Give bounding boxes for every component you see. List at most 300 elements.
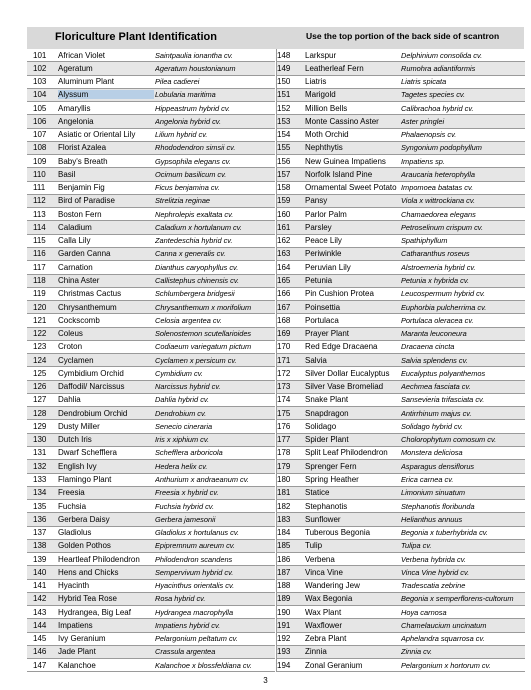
scientific-name: Zantedeschia hybrid cv. xyxy=(155,236,233,246)
item-number: 114 xyxy=(33,222,46,232)
common-name: Asiatic or Oriental Lily xyxy=(58,130,136,140)
common-name: Aluminum Plant xyxy=(58,77,115,87)
scientific-name: Rumohra adiantiformis xyxy=(401,63,476,73)
table-row xyxy=(27,49,275,62)
scientific-name: Canna x generalis cv. xyxy=(155,249,226,259)
item-number: 113 xyxy=(33,209,46,219)
common-name: Waxflower xyxy=(305,620,343,630)
scientific-name: Rosa hybrid cv. xyxy=(155,594,206,604)
item-number: 143 xyxy=(33,607,47,617)
table-row xyxy=(27,328,275,341)
table-row xyxy=(276,606,525,619)
table-row xyxy=(27,261,275,274)
common-name: African Violet xyxy=(58,50,105,60)
table-row xyxy=(276,381,525,394)
item-number: 135 xyxy=(33,501,47,511)
common-name: Carnation xyxy=(58,262,93,272)
common-name: Fuchsia xyxy=(58,501,87,511)
common-name: Zebra Plant xyxy=(305,634,347,644)
table-row xyxy=(276,447,525,460)
scientific-name: Araucaria heterophylla xyxy=(401,169,475,179)
table-row xyxy=(276,540,525,553)
item-number: 181 xyxy=(277,488,291,498)
item-number: 190 xyxy=(277,607,291,617)
common-name: Snapdragon xyxy=(305,408,349,418)
item-number: 101 xyxy=(33,50,47,60)
common-name: Wax Begonia xyxy=(305,594,353,604)
table-row xyxy=(276,142,525,155)
common-name: Pin Cushion Protea xyxy=(305,289,374,299)
scientific-name: Celosia argentea cv. xyxy=(155,315,222,325)
item-number: 124 xyxy=(33,355,47,365)
scientific-name: Rhododendron simsii cv. xyxy=(155,143,236,153)
table-row xyxy=(27,394,275,407)
common-name: Split Leaf Philodendron xyxy=(305,448,388,458)
common-name: Angelonia xyxy=(58,116,94,126)
common-name: Prayer Plant xyxy=(305,329,350,339)
common-name: Zinnia xyxy=(305,647,327,657)
item-number: 163 xyxy=(277,249,291,259)
scientific-name: Viola x wittrockiana cv. xyxy=(401,196,476,206)
item-number: 178 xyxy=(277,448,291,458)
item-number: 123 xyxy=(33,342,47,352)
table-row xyxy=(276,328,525,341)
table-row xyxy=(27,62,275,75)
item-number: 158 xyxy=(277,183,291,193)
table-row xyxy=(276,646,525,659)
common-name: Flamingo Plant xyxy=(58,475,112,484)
table-row xyxy=(27,474,275,487)
item-number: 136 xyxy=(33,514,47,524)
table-row xyxy=(27,434,275,447)
item-number: 151 xyxy=(277,90,291,100)
scientific-name: Euphorbia pulcherrima cv. xyxy=(401,302,487,312)
table-row xyxy=(276,314,525,327)
item-number: 132 xyxy=(33,461,47,471)
common-name: Monte Cassino Aster xyxy=(305,116,379,126)
item-number: 164 xyxy=(277,262,291,272)
table-row xyxy=(276,487,525,500)
table-row xyxy=(27,553,275,566)
item-number: 116 xyxy=(33,249,46,259)
item-number: 156 xyxy=(277,156,291,166)
scientific-name: Codiaeum variegatum pictum xyxy=(155,342,252,352)
scientific-name: Petunia x hybrida cv. xyxy=(401,276,470,286)
scientific-name: Pilea cadierei xyxy=(155,77,200,87)
scientific-name: Begonia x semperflorens-cultorum xyxy=(401,594,514,604)
scientific-name: Aster pringlei xyxy=(401,116,445,126)
item-number: 105 xyxy=(33,103,47,113)
item-number: 148 xyxy=(277,50,291,60)
scientific-name: Hippeastrum hybrid cv. xyxy=(155,103,231,113)
item-number: 162 xyxy=(277,236,291,246)
item-number: 187 xyxy=(277,567,291,577)
table-row xyxy=(27,420,275,433)
common-name: Statice xyxy=(305,488,330,498)
item-number: 117 xyxy=(33,262,46,272)
table-row xyxy=(276,394,525,407)
table-row xyxy=(27,195,275,208)
scientific-name: Saintpaulia ionantha cv. xyxy=(155,50,233,60)
scientific-name: Crassula argentea xyxy=(155,647,216,657)
scientific-name: Lilium hybrid cv. xyxy=(155,130,208,140)
table-row xyxy=(27,606,275,619)
common-name: Pansy xyxy=(305,196,328,206)
table-row xyxy=(27,182,275,195)
scientific-name: Chamelaucium uncinatum xyxy=(401,620,487,630)
scientific-name: Dahlia hybrid cv. xyxy=(155,395,210,405)
item-number: 130 xyxy=(33,435,47,445)
scientific-name: Pelargonium x hortorum cv. xyxy=(401,660,491,670)
common-name: New Guinea Impatiens xyxy=(305,156,386,166)
common-name: Zonal Geranium xyxy=(305,660,363,670)
common-name: Red Edge Dracaena xyxy=(305,342,378,352)
common-name: Stephanotis xyxy=(305,501,348,511)
scientific-name: Verbena hybrida cv. xyxy=(401,554,466,564)
table-row xyxy=(27,646,275,659)
common-name: Dutch Iris xyxy=(58,435,92,445)
table-row xyxy=(276,102,525,115)
table-row xyxy=(276,633,525,646)
scientific-name: Tulipa cv. xyxy=(401,541,432,551)
scientific-name: Impatiens hybrid cv. xyxy=(155,620,221,630)
scientific-name: Begonia x tuberhybrida cv. xyxy=(401,528,488,538)
common-name: Florist Azalea xyxy=(58,143,107,153)
scientific-name: Limonium sinuatum xyxy=(401,488,466,498)
table-row xyxy=(276,182,525,195)
scientific-name: Zinnia cv. xyxy=(401,647,433,657)
common-name: Alyssum xyxy=(58,90,154,99)
common-name: Moth Orchid xyxy=(305,130,349,140)
scientific-name: Strelitzia reginae xyxy=(155,196,211,206)
table-row xyxy=(276,566,525,579)
item-number: 125 xyxy=(33,368,47,378)
common-name: Liatris xyxy=(305,77,327,87)
scientific-name: Senecio cineraria xyxy=(155,421,213,431)
common-name: Tuberous Begonia xyxy=(305,528,371,538)
table-row xyxy=(276,407,525,420)
scientific-name: Spathiphyllum xyxy=(401,236,448,246)
scientific-name: Hyacinthus orientalis cv. xyxy=(155,581,235,591)
scientific-name: Salvia splendens cv. xyxy=(401,355,468,365)
table-row xyxy=(27,354,275,367)
table-row xyxy=(27,341,275,354)
table-row xyxy=(27,659,275,672)
scientific-name: Alstroemeria hybrid cv. xyxy=(401,262,476,272)
table-row xyxy=(27,314,275,327)
table-row xyxy=(27,248,275,261)
scientific-name: Nephrolepis exaltata cv. xyxy=(155,209,234,219)
table-row xyxy=(276,221,525,234)
item-number: 193 xyxy=(277,647,291,657)
common-name: Spring Heather xyxy=(305,475,359,484)
scientific-name: Maranta leuconeura xyxy=(401,329,467,339)
common-name: Caladium xyxy=(58,222,92,232)
table-row xyxy=(27,129,275,142)
item-number: 144 xyxy=(33,620,47,630)
common-name: Daffodil/ Narcissus xyxy=(58,382,125,392)
scientific-name: Eucalyptus polyanthemos xyxy=(401,368,486,378)
item-number: 138 xyxy=(33,541,47,551)
scientific-name: Tagetes species cv. xyxy=(401,90,466,100)
item-number: 107 xyxy=(33,130,47,140)
item-number: 122 xyxy=(33,329,47,339)
scientific-name: Catharanthus roseus xyxy=(401,249,470,259)
item-number: 103 xyxy=(33,77,47,87)
table-row xyxy=(276,420,525,433)
item-number: 175 xyxy=(277,408,291,418)
common-name: Wandering Jew xyxy=(305,581,360,591)
table-row xyxy=(276,354,525,367)
item-number: 188 xyxy=(277,581,291,591)
item-number: 173 xyxy=(277,382,291,392)
table-row xyxy=(276,580,525,593)
scientific-name: Hedera helix cv. xyxy=(155,461,208,471)
common-name: Million Bells xyxy=(305,103,348,113)
item-number: 109 xyxy=(33,156,47,166)
table-row xyxy=(27,580,275,593)
item-number: 120 xyxy=(33,302,47,312)
scientific-name: Gypsophila elegans cv. xyxy=(155,156,231,166)
item-number: 145 xyxy=(33,634,47,644)
scientific-name: Impatiens sp. xyxy=(401,156,445,166)
item-number: 192 xyxy=(277,634,291,644)
item-number: 119 xyxy=(33,289,46,299)
item-number: 180 xyxy=(277,475,291,484)
title-bar xyxy=(27,27,524,49)
scientific-name: Ageratum houstonianum xyxy=(155,63,236,73)
scientific-name: Syngonium podophyllum xyxy=(401,143,482,153)
scientific-name: Narcissus hybrid cv. xyxy=(155,382,221,392)
common-name: Ornamental Sweet Potato xyxy=(305,183,397,193)
item-number: 166 xyxy=(277,289,291,299)
table-row xyxy=(27,540,275,553)
column-divider xyxy=(276,49,277,672)
common-name: Poinsettia xyxy=(305,302,341,312)
common-name: Salvia xyxy=(305,355,327,365)
common-name: Freesia xyxy=(58,488,85,498)
table-row xyxy=(27,208,275,221)
scientific-name: Delphinium consolida cv. xyxy=(401,50,483,60)
item-number: 155 xyxy=(277,143,291,153)
item-number: 118 xyxy=(33,276,46,286)
common-name: Nephthytis xyxy=(305,143,343,153)
item-number: 112 xyxy=(33,196,46,206)
table-row xyxy=(276,659,525,672)
item-number: 115 xyxy=(33,236,46,246)
scientific-name: Cymbidium cv. xyxy=(155,368,203,378)
common-name: Ivy Geranium xyxy=(58,634,106,644)
scientific-name: Sansevieria trifasciata cv. xyxy=(401,395,485,405)
table-row xyxy=(276,275,525,288)
table-row xyxy=(276,129,525,142)
scientific-name: Solidago hybrid cv. xyxy=(401,421,463,431)
item-number: 186 xyxy=(277,554,291,564)
common-name: Petunia xyxy=(305,276,333,286)
table-row xyxy=(27,500,275,513)
table-row xyxy=(276,367,525,380)
scientific-name: Schefflera arboricola xyxy=(155,448,223,458)
common-name: Basil xyxy=(58,169,76,179)
item-number: 137 xyxy=(33,528,47,538)
table-row xyxy=(276,168,525,181)
item-number: 142 xyxy=(33,594,47,604)
scientific-name: Freesia x hybrid cv. xyxy=(155,488,219,498)
table-row xyxy=(276,513,525,526)
scientific-name: Hydrangea macrophylla xyxy=(155,607,234,617)
common-name: Baby's Breath xyxy=(58,156,108,166)
scientific-name: Cholorophytum comosum cv. xyxy=(401,435,497,445)
item-number: 141 xyxy=(33,581,47,591)
scientific-name: Leucospermum hybrid cv. xyxy=(401,289,486,299)
scientific-name: Sempervivum hybrid cv. xyxy=(155,567,234,577)
table-row xyxy=(276,527,525,540)
common-name: Periwinkle xyxy=(305,249,342,259)
table-row xyxy=(27,619,275,632)
scientific-name: Chamaedorea elegans xyxy=(401,209,476,219)
common-name: Dahlia xyxy=(58,395,81,405)
table-row xyxy=(276,155,525,168)
table-row xyxy=(276,49,525,62)
common-name: Ageratum xyxy=(58,63,93,73)
table-row xyxy=(276,76,525,89)
common-name: Silver Dollar Eucalyptus xyxy=(305,368,390,378)
item-number: 191 xyxy=(277,620,291,630)
scientific-name: Tradescatia zebrine xyxy=(401,581,466,591)
common-name: Kalanchoe xyxy=(58,660,96,670)
table-row xyxy=(27,115,275,128)
scientific-name: Impomoea batatas cv. xyxy=(401,183,474,193)
scientific-name: Callistephus chinensis cv. xyxy=(155,276,240,286)
table-row xyxy=(276,341,525,354)
item-number: 146 xyxy=(33,647,47,657)
item-number: 127 xyxy=(33,395,47,405)
item-number: 182 xyxy=(277,501,291,511)
common-name: Dwarf Schefflera xyxy=(58,448,117,458)
scientific-name: Calibrachoa hybrid cv. xyxy=(401,103,474,113)
table-row xyxy=(276,619,525,632)
scientific-name: Iris x xiphium cv. xyxy=(155,435,210,445)
scientific-name: Angelonia hybrid cv. xyxy=(155,116,222,126)
scientific-name: Ficus benjamina cv. xyxy=(155,183,220,193)
table-row xyxy=(276,474,525,487)
common-name: Croton xyxy=(58,342,83,352)
table-row xyxy=(276,553,525,566)
scientific-name: Stephanotis floribunda xyxy=(401,501,475,511)
table-row xyxy=(276,261,525,274)
page-number: 3 xyxy=(263,676,268,685)
table-row xyxy=(27,460,275,473)
item-number: 131 xyxy=(33,448,47,458)
common-name: Cyclamen xyxy=(58,355,94,365)
common-name: Bird of Paradise xyxy=(58,196,115,206)
common-name: Peace Lily xyxy=(305,236,342,246)
scientific-name: Chrysanthemum x morifolium xyxy=(155,302,252,312)
table-row xyxy=(27,275,275,288)
table-row xyxy=(27,381,275,394)
table-row xyxy=(276,248,525,261)
common-name: Coleus xyxy=(58,329,83,339)
item-number: 121 xyxy=(33,315,47,325)
item-number: 152 xyxy=(277,103,291,113)
table-row xyxy=(276,288,525,301)
item-number: 134 xyxy=(33,488,47,498)
common-name: Cockscomb xyxy=(58,315,100,325)
item-number: 179 xyxy=(277,461,291,471)
item-number: 159 xyxy=(277,196,291,206)
common-name: Wax Plant xyxy=(305,607,342,617)
table-row xyxy=(27,513,275,526)
table-row xyxy=(27,288,275,301)
common-name: Silver Vase Bromeliad xyxy=(305,382,384,392)
item-number: 194 xyxy=(277,660,291,670)
item-number: 189 xyxy=(277,594,291,604)
common-name: Sunflower xyxy=(305,514,341,524)
common-name: Benjamin Fig xyxy=(58,183,105,193)
scientific-name: Pelargonium peltatum cv. xyxy=(155,634,238,644)
item-number: 154 xyxy=(277,130,291,140)
item-number: 108 xyxy=(33,143,47,153)
table-row xyxy=(27,235,275,248)
table-row xyxy=(27,487,275,500)
table-row xyxy=(27,447,275,460)
item-number: 183 xyxy=(277,514,291,524)
scientific-name: Hoya carnosa xyxy=(401,607,447,617)
common-name: Peruvian Lily xyxy=(305,262,351,272)
scientific-name: Anthurium x andraeanum cv. xyxy=(155,475,249,484)
scantron-instruction: Use the top portion of the back side of scantron xyxy=(306,31,500,41)
common-name: Portulaca xyxy=(305,315,339,325)
item-number: 185 xyxy=(277,541,291,551)
common-name: Snake Plant xyxy=(305,395,349,405)
scientific-name: Petroselinum crispum cv. xyxy=(401,222,484,232)
item-number: 140 xyxy=(33,567,47,577)
item-number: 133 xyxy=(33,475,47,484)
common-name: Hybrid Tea Rose xyxy=(58,594,117,604)
item-number: 110 xyxy=(33,169,46,179)
common-name: Calla Lily xyxy=(58,236,91,246)
item-number: 128 xyxy=(33,408,47,418)
table-row xyxy=(27,89,275,102)
item-number: 174 xyxy=(277,395,291,405)
scientific-name: Liatris spicata xyxy=(401,77,447,87)
item-number: 149 xyxy=(277,63,291,73)
table-row xyxy=(27,142,275,155)
scientific-name: Gerbera jamesonii xyxy=(155,514,216,524)
table-row xyxy=(276,195,525,208)
common-name: Vinca Vine xyxy=(305,567,343,577)
table-row xyxy=(27,221,275,234)
common-name: Spider Plant xyxy=(305,435,349,445)
common-name: Gladiolus xyxy=(58,528,92,538)
scientific-name: Dracaena cincta xyxy=(401,342,455,352)
scientific-name: Asparagus densiflorus xyxy=(401,461,475,471)
common-name: Norfolk Island Pine xyxy=(305,169,373,179)
item-number: 184 xyxy=(277,528,291,538)
common-name: Jade Plant xyxy=(58,647,96,657)
table-row xyxy=(27,593,275,606)
item-number: 147 xyxy=(33,660,47,670)
scientific-name: Ocimum basilicum cv. xyxy=(155,169,227,179)
common-name: Parsley xyxy=(305,222,332,232)
item-number: 139 xyxy=(33,554,47,564)
scientific-name: Dianthus caryophyllus cv. xyxy=(155,262,239,272)
item-number: 106 xyxy=(33,116,47,126)
table-row xyxy=(27,633,275,646)
common-name: Hens and Chicks xyxy=(58,567,119,577)
item-number: 150 xyxy=(277,77,291,87)
common-name: Larkspur xyxy=(305,50,337,60)
